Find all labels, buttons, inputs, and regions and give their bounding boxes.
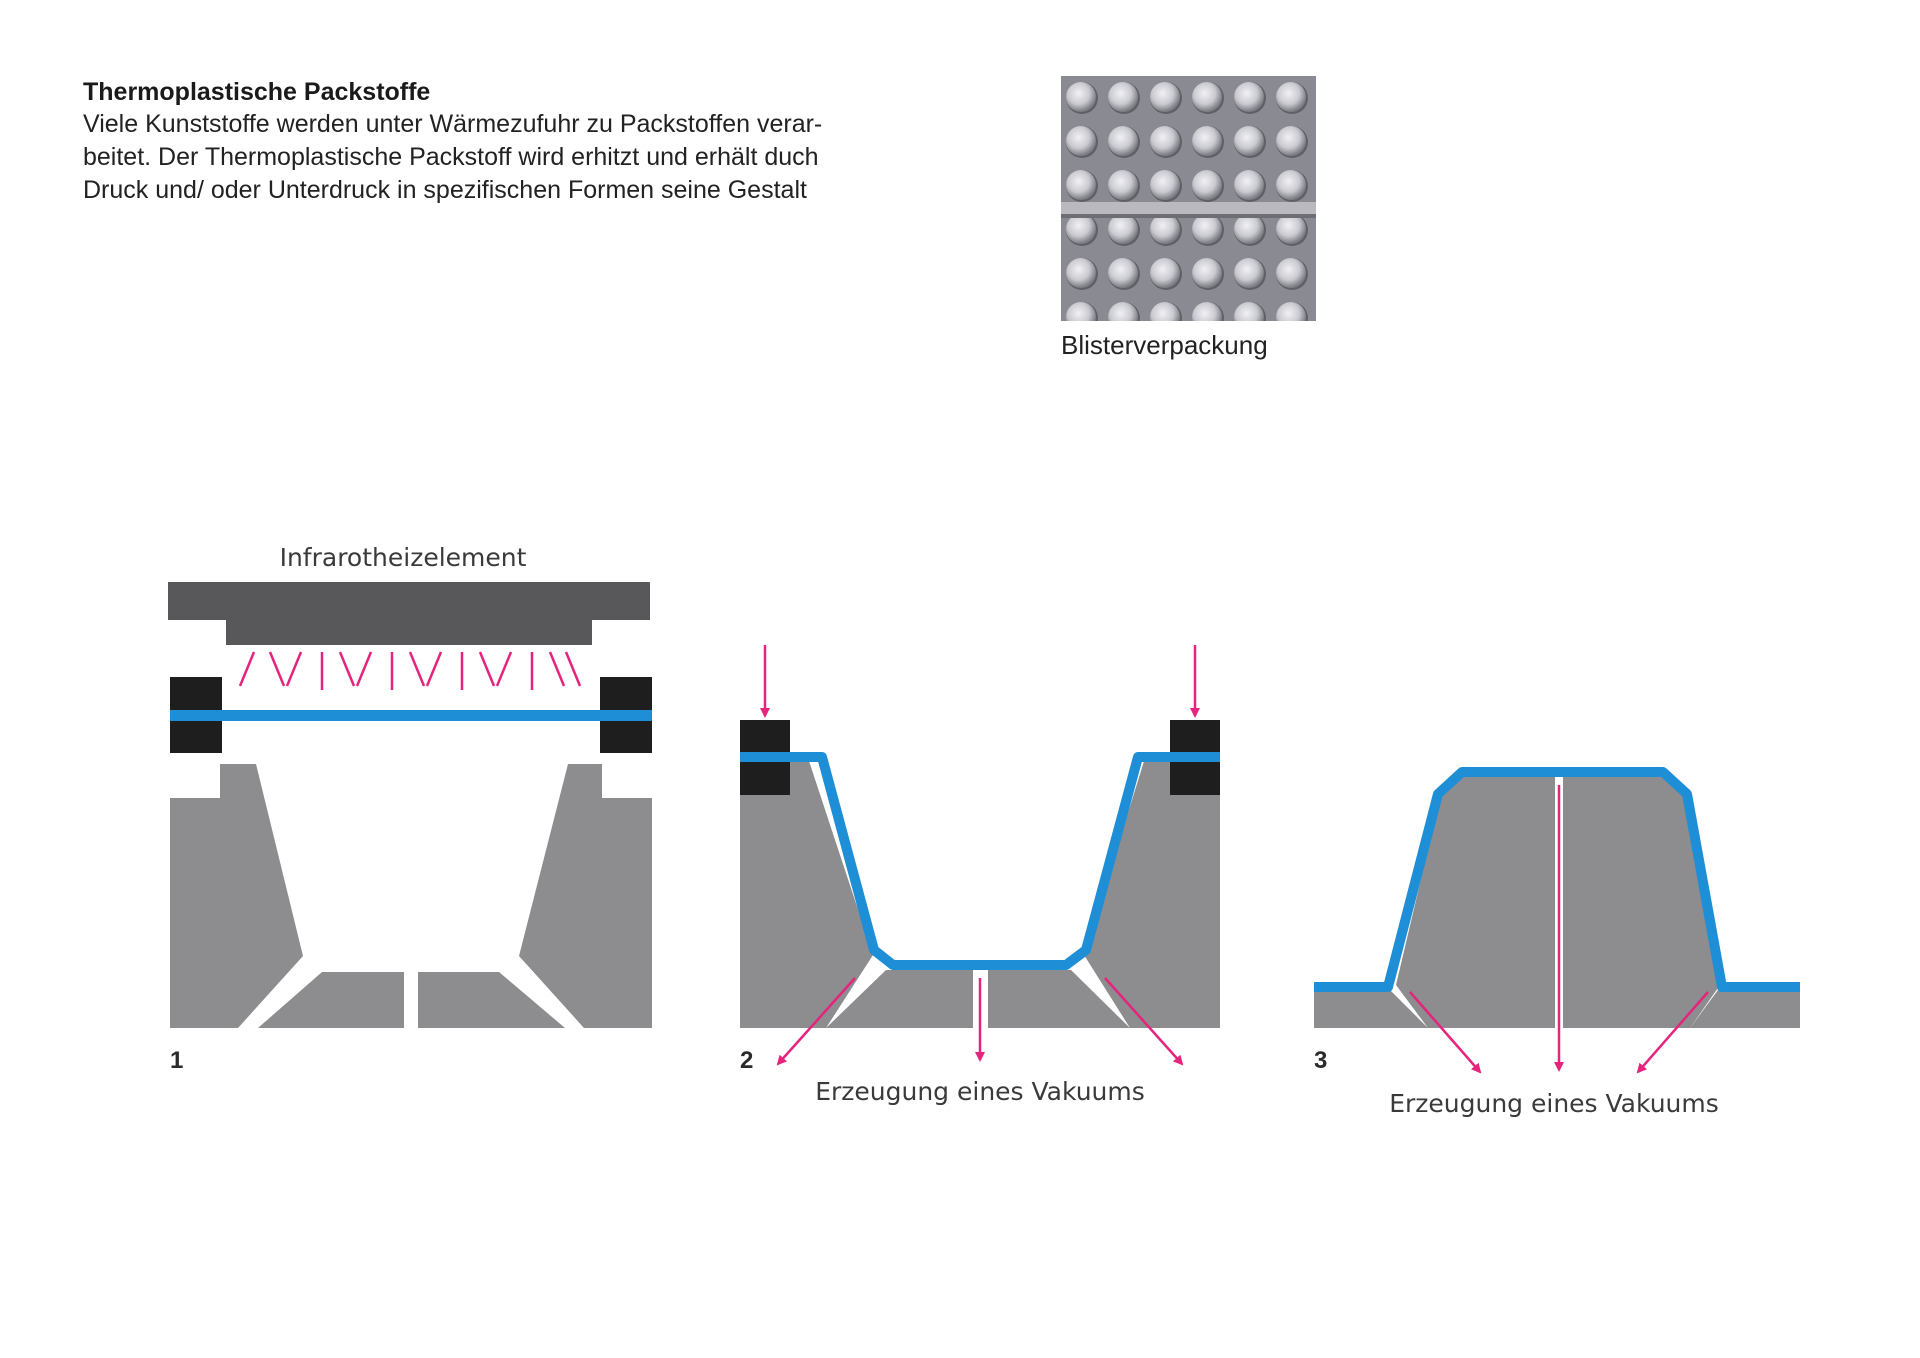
step-1-heating [168,543,652,1074]
intro-line-2: beitet. Der Thermoplastische Packstoff wird erhitzt und erhält duch [83,143,819,171]
mold-left [170,764,303,1028]
step-3-number: 3 [1314,1047,1328,1074]
step-1-number: 1 [170,1047,184,1074]
intro-line-3: Druck und/ oder Unterdruck in spezifischen Formen seine Gestalt [83,176,807,204]
vacuum-label: Erzeugung eines Vakuums [1389,1089,1719,1118]
photo-caption: Blisterverpackung [1061,330,1268,360]
vacuum-label: Erzeugung eines Vakuums [815,1077,1145,1106]
intro-title: Thermoplastische Packstoffe [83,78,431,106]
infrared-heater [168,582,650,645]
step-3-formed-part [1314,772,1800,1118]
mold-core-right [1563,777,1720,1028]
intro-line-1: Viele Kunststoffe werden unter Wärmezufuhr zu Packstoffen verar- [83,110,823,138]
heater-label: Infrarotheizelement [279,543,527,572]
infrared-rays [240,652,580,690]
step-2-number: 2 [740,1047,754,1074]
clamp-press-arrows [765,645,1195,716]
mold-right [519,764,652,1028]
step-2-vacuum-forming [740,645,1220,1106]
plastic-film [1314,772,1800,987]
plastic-film [170,710,652,721]
mold-core-left [1396,777,1555,1028]
